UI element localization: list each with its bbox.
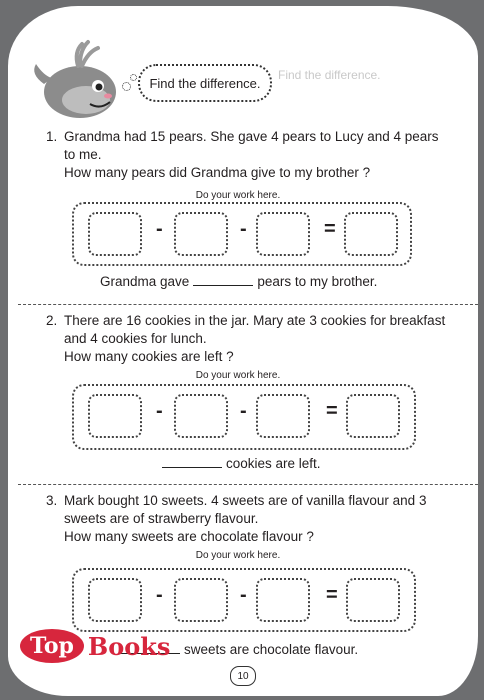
answer-slot[interactable]	[88, 578, 142, 622]
answer-suffix: cookies are left.	[226, 456, 321, 471]
answer-suffix: sweets are chocolate flavour.	[184, 642, 359, 657]
minus-sign: -	[156, 400, 163, 422]
speech-bubble-dot	[130, 74, 137, 81]
minus-sign: -	[156, 584, 163, 606]
answer-slot[interactable]	[346, 394, 400, 438]
minus-sign: -	[240, 218, 247, 240]
question-line: to me.	[64, 147, 102, 162]
question-3	[46, 492, 426, 546]
minus-sign: -	[156, 218, 163, 240]
work-area	[72, 568, 416, 632]
question-number: 3.	[46, 493, 58, 508]
question-line: How many cookies are left ?	[64, 349, 234, 364]
question-2	[46, 312, 445, 366]
question-line: There are 16 cookies in the jar. Mary ate 3 cookies for breakfast	[64, 313, 446, 328]
question-line: and 4 cookies for lunch.	[64, 331, 207, 346]
minus-sign: -	[240, 584, 247, 606]
answer-slot[interactable]	[256, 578, 310, 622]
question-line: How many pears did Grandma give to my brother ?	[64, 165, 371, 180]
answer-slot[interactable]	[346, 578, 400, 622]
logo-books-text: Books	[87, 631, 171, 661]
answer-slot[interactable]	[88, 394, 142, 438]
answer-slot[interactable]	[174, 394, 228, 438]
answer-slot[interactable]	[88, 212, 142, 256]
work-area	[72, 384, 416, 450]
answer-slot[interactable]	[256, 212, 310, 256]
question-1	[46, 128, 439, 182]
answer-suffix: pears to my brother.	[257, 274, 378, 289]
question-number: 2.	[46, 313, 58, 328]
question-line: Mark bought 10 sweets. 4 sweets are of vanilla flavour and 3	[64, 493, 427, 508]
equals-sign: =	[326, 584, 338, 606]
question-number: 1.	[46, 129, 58, 144]
worksheet-page	[8, 6, 478, 696]
answer-prefix: Grandma gave	[100, 274, 190, 289]
work-label: Do your work here.	[195, 370, 281, 381]
instruction-text: Find the difference.	[149, 75, 261, 91]
answer-blank[interactable]	[162, 467, 222, 468]
topbooks-logo	[20, 626, 170, 666]
minus-sign: -	[240, 400, 247, 422]
instruction-bubble	[138, 64, 272, 102]
question-line: sweets are of strawberry flavour.	[64, 511, 259, 526]
section-divider	[18, 304, 478, 305]
answer-slot[interactable]	[174, 578, 228, 622]
equals-sign: =	[326, 400, 338, 422]
work-label: Do your work here.	[195, 190, 281, 201]
question-line: How many sweets are chocolate flavour ?	[64, 529, 314, 544]
page-number: 10	[230, 666, 256, 686]
answer-slot[interactable]	[174, 212, 228, 256]
answer-blank[interactable]	[193, 285, 253, 286]
section-divider	[18, 484, 478, 485]
answer-slot[interactable]	[256, 394, 310, 438]
answer-line-1	[100, 274, 377, 289]
equals-sign: =	[324, 218, 336, 240]
question-line: Grandma had 15 pears. She gave 4 pears to Lucy and 4 pears	[64, 129, 439, 144]
answer-slot[interactable]	[344, 212, 398, 256]
faded-instruction-text: Find the difference.	[278, 68, 381, 82]
speech-bubble-dot	[122, 82, 131, 91]
answer-line-2	[158, 456, 321, 471]
work-label: Do your work here.	[195, 550, 281, 561]
work-area	[72, 202, 412, 266]
whale-icon	[30, 34, 130, 122]
logo-top-text: Top	[20, 629, 84, 663]
